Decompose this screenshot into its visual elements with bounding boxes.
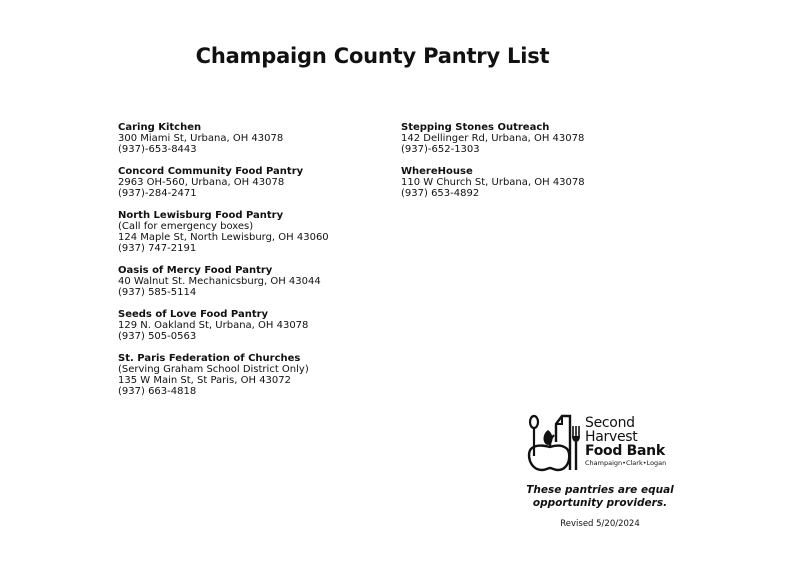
- pantry-address: 2963 OH-560, Urbana, OH 43078: [118, 177, 285, 188]
- pantry-list-left-column: [118, 122, 398, 408]
- eop-line-1: These pantries are equal: [526, 484, 674, 496]
- pantry-entry: [401, 122, 681, 155]
- pantry-entry: [118, 166, 398, 199]
- pantry-name: Seeds of Love Food Pantry: [118, 309, 269, 320]
- pantry-phone: (937) 585-5114: [118, 287, 197, 298]
- logo-line-second: Second: [585, 415, 635, 431]
- logo-wordmark: [585, 416, 666, 467]
- pantry-entry: [118, 353, 398, 397]
- pantry-entry: [118, 265, 398, 298]
- pantry-phone: (937)-284-2471: [118, 188, 197, 199]
- pantry-name: St. Paris Federation of Churches: [118, 353, 301, 364]
- pantry-address: 110 W Church St, Urbana, OH 43078: [401, 177, 585, 188]
- pantry-list-right-column: [401, 122, 681, 210]
- pantry-address: 135 W Main St, St Paris, OH 43072: [118, 375, 292, 386]
- logo-line-counties: Champaign•Clark•Logan: [585, 459, 667, 467]
- pantry-phone: (937) 653-4892: [401, 188, 480, 199]
- pantry-note: (Serving Graham School District Only): [118, 364, 309, 375]
- pantry-phone: (937)-652-1303: [401, 144, 480, 155]
- eop-line-2: opportunity providers.: [532, 497, 668, 509]
- pantry-name: North Lewisburg Food Pantry: [118, 210, 284, 221]
- pantry-entry: [118, 210, 398, 254]
- pantry-phone: (937) 747-2191: [118, 243, 197, 254]
- pantry-address: 129 N. Oakland St, Urbana, OH 43078: [118, 320, 309, 331]
- pantry-name: Caring Kitchen: [118, 122, 202, 133]
- pantry-phone: (937) 663-4818: [118, 386, 197, 397]
- pantry-entry: [118, 122, 398, 155]
- revised-date: Revised 5/20/2024: [560, 519, 640, 529]
- pantry-phone: (937)-653-8443: [118, 144, 197, 155]
- logo-line-food-bank: Food Bank: [585, 443, 665, 459]
- pantry-name: Oasis of Mercy Food Pantry: [118, 265, 273, 276]
- pantry-address: 300 Miami St, Urbana, OH 43078: [118, 133, 284, 144]
- pantry-address: 40 Walnut St. Mechanicsburg, OH 43044: [118, 276, 321, 287]
- pantry-address: 142 Dellinger Rd, Urbana, OH 43078: [401, 133, 585, 144]
- apple-fork-milk-carton-icon: [526, 412, 584, 474]
- pantry-note: (Call for emergency boxes): [118, 221, 254, 232]
- second-harvest-logo: [526, 412, 676, 474]
- pantry-address: 124 Maple St, North Lewisburg, OH 43060: [118, 232, 329, 243]
- logo-line-harvest: Harvest: [585, 429, 638, 445]
- pantry-entry: [118, 309, 398, 342]
- pantry-entry: [401, 166, 681, 199]
- page-title: Champaign County Pantry List: [195, 44, 550, 68]
- pantry-name: WhereHouse: [401, 166, 473, 177]
- pantry-name: Concord Community Food Pantry: [118, 166, 304, 177]
- pantry-phone: (937) 505-0563: [118, 331, 197, 342]
- pantry-name: Stepping Stones Outreach: [401, 122, 550, 133]
- equal-opportunity-statement: [510, 484, 690, 510]
